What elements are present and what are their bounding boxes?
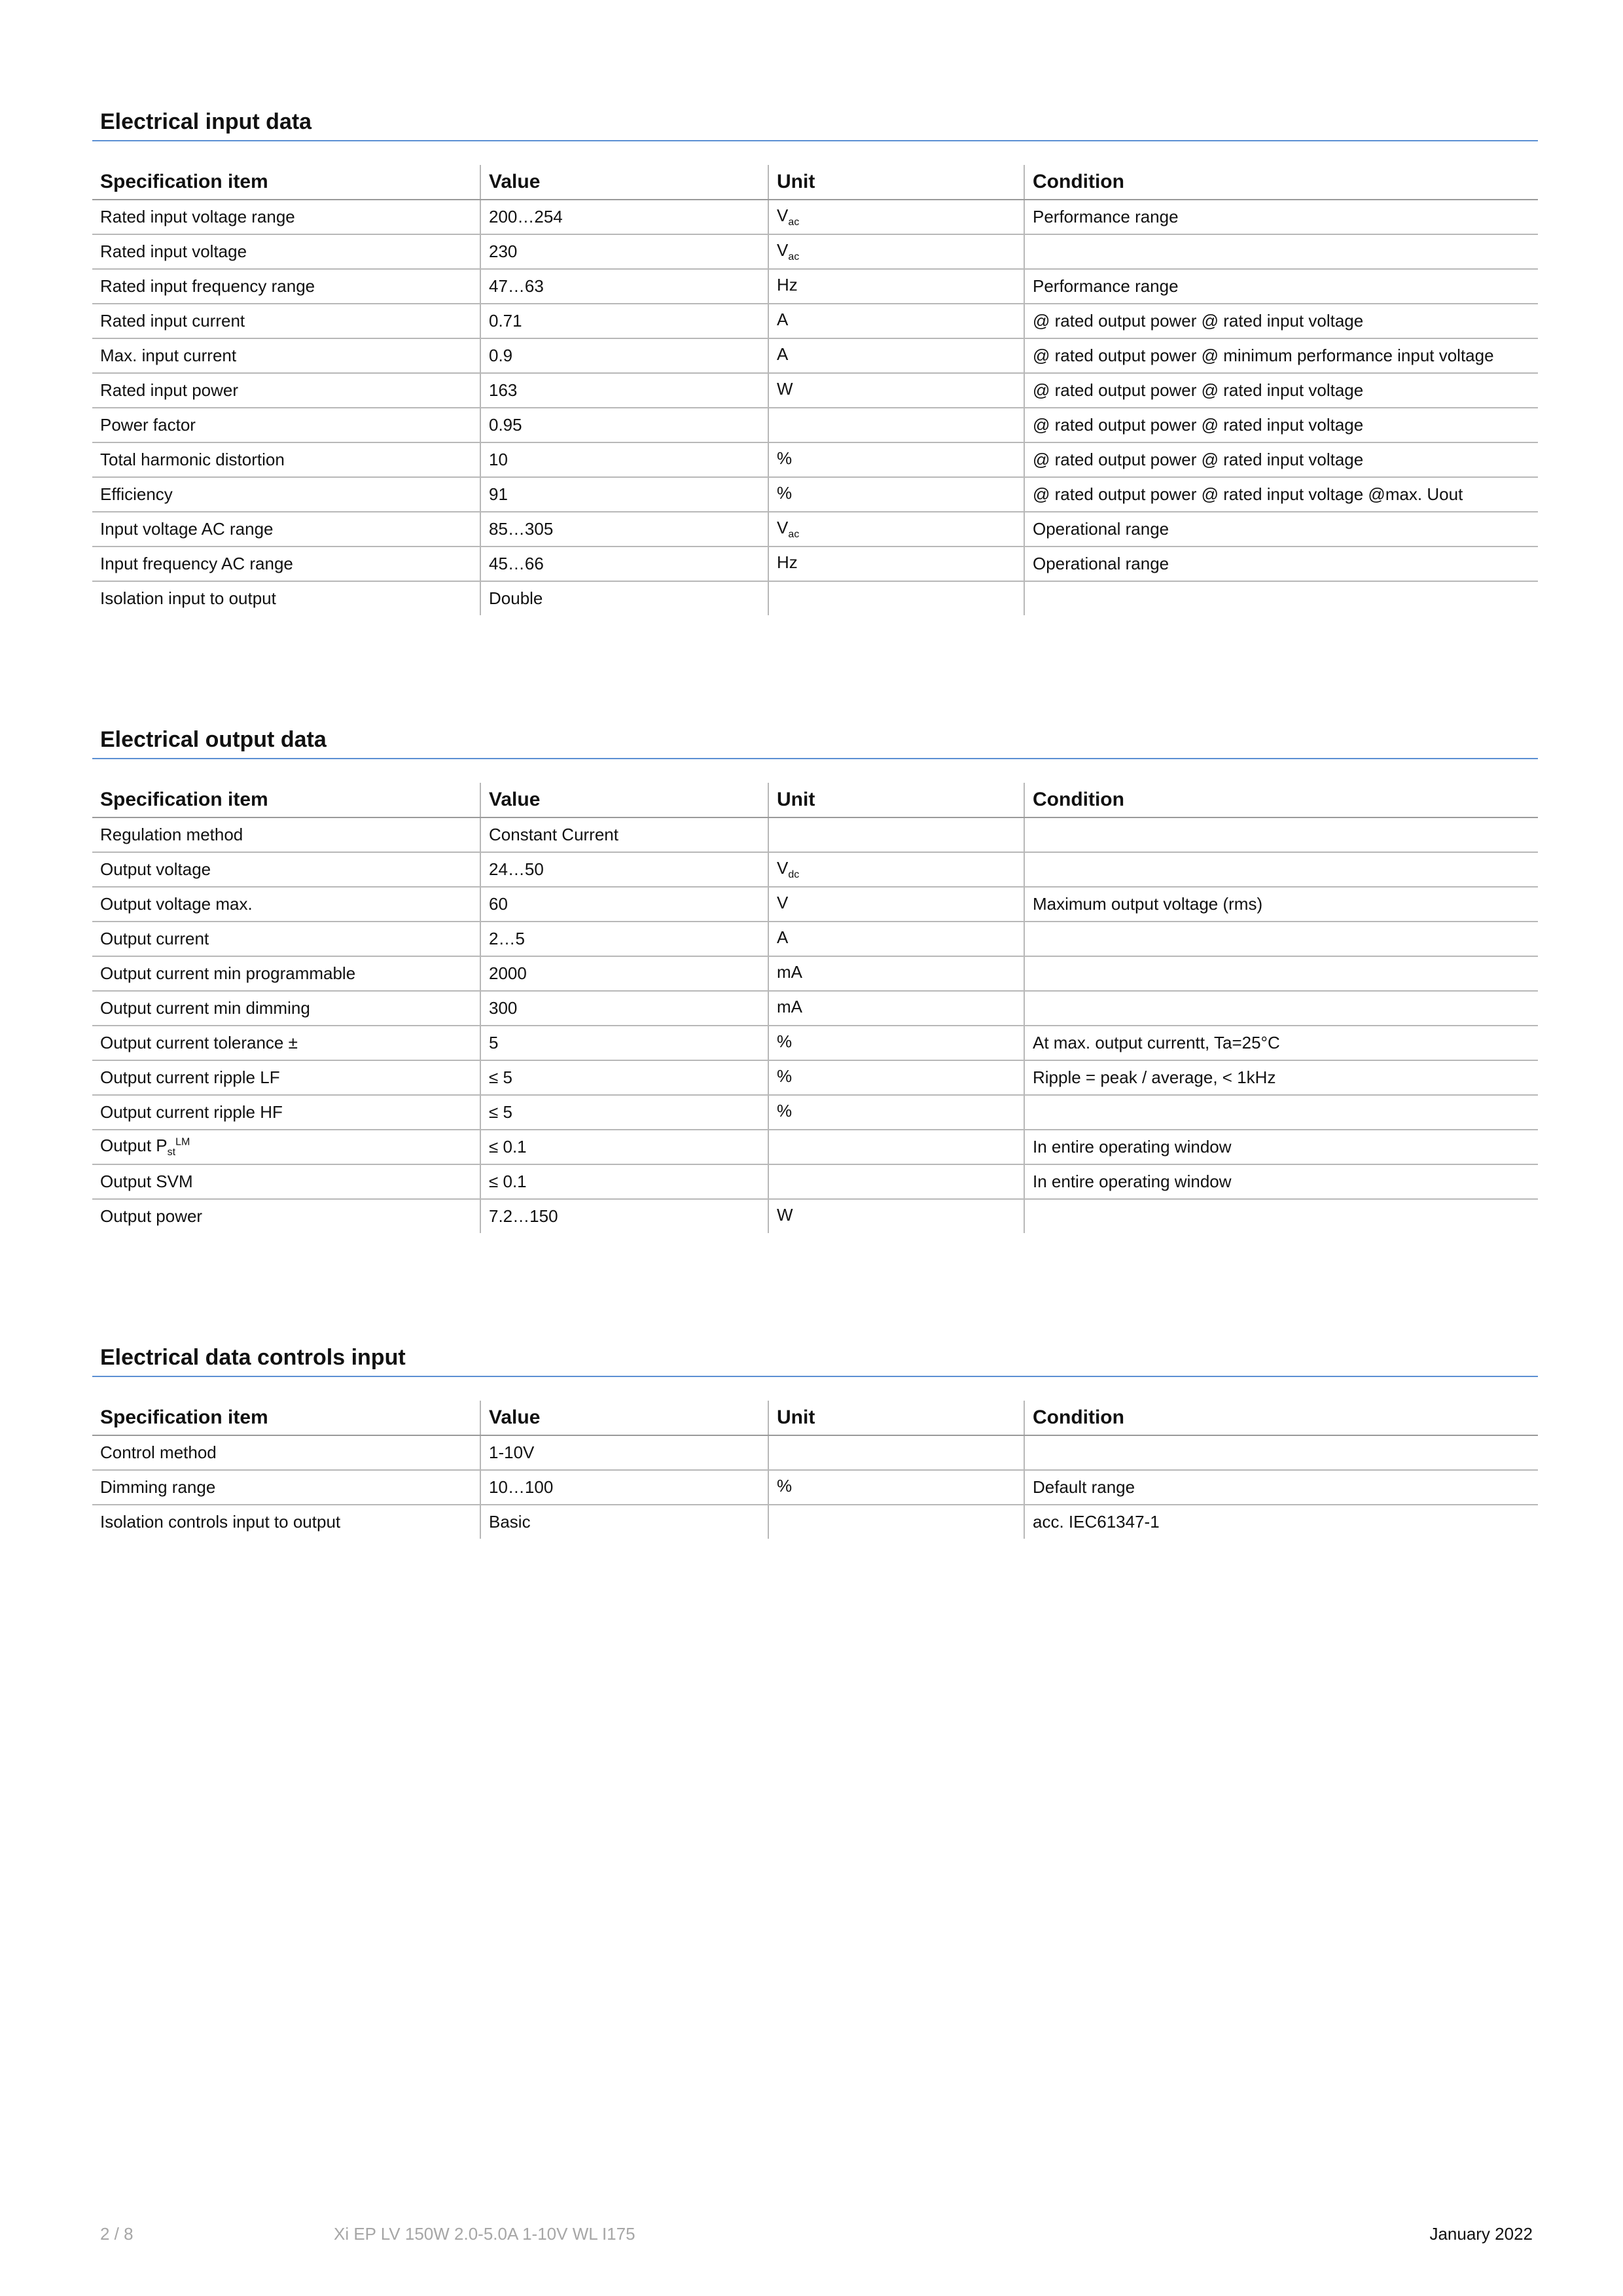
cell-item: Output current tolerance ±: [92, 1026, 480, 1060]
table-row: [92, 234, 1538, 269]
cell-unit: [768, 1505, 1024, 1539]
table-row: [92, 1505, 1538, 1539]
unit-main: mA: [777, 996, 802, 1016]
table-row: [92, 581, 1538, 615]
pst-subscript: st: [167, 1147, 176, 1158]
unit-main: W: [777, 378, 793, 399]
cell-condition: Default range: [1024, 1470, 1538, 1505]
cell-unit: [768, 547, 1024, 581]
cell-unit: [768, 338, 1024, 373]
cell-unit: [768, 922, 1024, 956]
cell-unit: [768, 1026, 1024, 1060]
cell-condition: [1024, 1095, 1538, 1130]
cell-item: Output SVM: [92, 1164, 480, 1199]
cell-item: Rated input power: [92, 373, 480, 408]
cell-unit: [768, 512, 1024, 547]
table-row: [92, 373, 1538, 408]
cell-value: 230: [480, 234, 768, 269]
cell-unit: [768, 269, 1024, 304]
cell-unit: [768, 956, 1024, 991]
cell-condition: [1024, 852, 1538, 887]
cell-unit: [768, 1435, 1024, 1470]
spec-table: [92, 165, 1538, 615]
cell-item: Isolation controls input to output: [100, 1512, 341, 1532]
unit-main: %: [777, 1031, 793, 1051]
table-row: [92, 1199, 1538, 1233]
section-divider: [92, 140, 1538, 141]
cell-unit: [768, 1199, 1024, 1233]
cell-unit: [768, 817, 1024, 852]
cell-unit: [768, 1164, 1024, 1199]
section-title: Electrical data controls input: [100, 1345, 406, 1370]
cell-condition: Performance range: [1024, 200, 1538, 234]
cell-condition: Performance range: [1024, 269, 1538, 304]
header-unit: Unit: [768, 1401, 1024, 1435]
cell-value: 24…50: [480, 852, 768, 887]
cell-condition: @ rated output power @ rated input voltage @max. Uout: [1024, 477, 1538, 512]
cell-value: ≤ 5: [480, 1095, 768, 1130]
cell-value: 10…100: [480, 1470, 768, 1505]
header-condition: Condition: [1024, 1401, 1538, 1435]
cell-unit: [768, 991, 1024, 1026]
cell-condition: [1024, 234, 1538, 269]
cell-item: [92, 1130, 480, 1164]
table-row: [92, 477, 1538, 512]
cell-item: Output current min dimming: [92, 991, 480, 1026]
cell-unit: [768, 408, 1024, 442]
unit-main: %: [777, 1100, 793, 1121]
unit-main: V: [777, 240, 789, 260]
cell-condition: [1024, 1199, 1538, 1233]
pst-main: Output P: [100, 1135, 168, 1155]
header-value: Value: [480, 1401, 768, 1435]
table-row: [92, 547, 1538, 581]
table-row: [92, 200, 1538, 234]
cell-value: 91: [480, 477, 768, 512]
cell-value: 47…63: [480, 269, 768, 304]
cell-value: ≤ 0.1: [480, 1130, 768, 1164]
cell-condition: @ rated output power @ rated input voltage: [1024, 304, 1538, 338]
cell-value: Basic: [480, 1505, 768, 1539]
cell-item: Output power: [100, 1206, 203, 1226]
cell-item: Dimming range: [92, 1470, 480, 1505]
cell-condition: [1024, 817, 1538, 852]
unit-main: %: [777, 448, 793, 468]
cell-item: Max. input current: [92, 338, 480, 373]
controls-data-section: [92, 1344, 1538, 1539]
table-row: [92, 1130, 1538, 1164]
cell-item: Regulation method: [92, 817, 480, 852]
cell-item: Power factor: [92, 408, 480, 442]
document-date: January 2022: [1429, 2224, 1533, 2244]
cell-value: 1-10V: [480, 1435, 768, 1470]
cell-condition: @ rated output power @ rated input voltage: [1024, 408, 1538, 442]
cell-value: 200…254: [480, 200, 768, 234]
table-row: [92, 1435, 1538, 1470]
cell-item: Total harmonic distortion: [92, 442, 480, 477]
cell-item: Input frequency AC range: [92, 547, 480, 581]
header-item: Specification item: [92, 783, 480, 817]
cell-item: Rated input current: [92, 304, 480, 338]
section-divider: [92, 758, 1538, 759]
header-unit: Unit: [768, 165, 1024, 200]
product-name: Xi EP LV 150W 2.0-5.0A 1-10V WL I175: [334, 2224, 635, 2244]
cell-condition: @ rated output power @ minimum performance input voltage: [1024, 338, 1538, 373]
cell-value: 7.2…150: [480, 1199, 768, 1233]
table-row: [92, 408, 1538, 442]
cell-condition: In entire operating window: [1024, 1130, 1538, 1164]
cell-condition: @ rated output power @ rated input voltage: [1024, 373, 1538, 408]
cell-item: Output current ripple HF: [92, 1095, 480, 1130]
cell-unit: [768, 304, 1024, 338]
unit-main: V: [777, 892, 789, 912]
unit-main: mA: [777, 961, 802, 982]
cell-condition: @ rated output power @ rated input voltage: [1024, 442, 1538, 477]
cell-unit: [768, 373, 1024, 408]
unit-main: %: [777, 482, 793, 503]
section-title: Electrical output data: [100, 727, 327, 752]
cell-unit: [768, 852, 1024, 887]
cell-condition: acc. IEC61347-1: [1024, 1505, 1538, 1539]
cell-condition: [1024, 956, 1538, 991]
unit-main: V: [777, 205, 789, 225]
cell-condition: Ripple = peak / average, < 1kHz: [1024, 1060, 1538, 1095]
cell-value: 300: [480, 991, 768, 1026]
cell-unit: [768, 234, 1024, 269]
header-unit: Unit: [768, 783, 1024, 817]
cell-item: Input voltage AC range: [92, 512, 480, 547]
unit-main: Hz: [777, 552, 798, 572]
cell-condition: [1024, 922, 1538, 956]
cell-condition: At max. output currentt, Ta=25°C: [1024, 1026, 1538, 1060]
cell-value: 85…305: [480, 512, 768, 547]
header-condition: Condition: [1024, 165, 1538, 200]
cell-unit: [768, 581, 1024, 615]
cell-unit: [768, 200, 1024, 234]
cell-value: 0.95: [480, 408, 768, 442]
cell-value: 45…66: [480, 547, 768, 581]
section-divider: [92, 1376, 1538, 1377]
cell-value: 5: [480, 1026, 768, 1060]
table-header-row: [92, 1401, 1538, 1435]
cell-item: Output current ripple LF: [92, 1060, 480, 1095]
unit-subscript: ac: [788, 217, 800, 228]
cell-value: 0.9: [480, 338, 768, 373]
cell-value: 60: [480, 887, 768, 922]
table-row: [92, 442, 1538, 477]
header-value: Value: [480, 165, 768, 200]
cell-item: Output voltage max.: [92, 887, 480, 922]
table-row: [92, 922, 1538, 956]
table-row: [92, 269, 1538, 304]
table-row: [92, 887, 1538, 922]
cell-unit: [768, 477, 1024, 512]
unit-main: W: [777, 1204, 793, 1225]
cell-value: 163: [480, 373, 768, 408]
cell-unit: [768, 1060, 1024, 1095]
input-data-section: [92, 109, 1538, 615]
pst-superscript: LM: [175, 1136, 190, 1148]
cell-value: ≤ 5: [480, 1060, 768, 1095]
cell-item: Control method: [92, 1435, 480, 1470]
output-data-section: [92, 726, 1538, 1233]
cell-unit: [768, 887, 1024, 922]
cell-condition: Maximum output voltage (rms): [1024, 887, 1538, 922]
spec-table: [92, 783, 1538, 1233]
cell-condition: [1024, 1435, 1538, 1470]
unit-subscript: ac: [788, 529, 800, 541]
cell-item: Isolation input to output: [100, 588, 276, 608]
table-header-row: [92, 783, 1538, 817]
cell-unit: [768, 442, 1024, 477]
table-row: [92, 1095, 1538, 1130]
section-title: Electrical input data: [100, 109, 312, 134]
cell-value: ≤ 0.1: [480, 1164, 768, 1199]
header-item: Specification item: [92, 1401, 480, 1435]
table-row: [92, 338, 1538, 373]
table-header-row: [92, 165, 1538, 200]
cell-item: Output current: [92, 922, 480, 956]
table-row: [92, 1164, 1538, 1199]
cell-item: Rated input voltage: [92, 234, 480, 269]
table-row: [92, 1026, 1538, 1060]
cell-value: Constant Current: [480, 817, 768, 852]
cell-value: Double: [480, 581, 768, 615]
cell-item: Efficiency: [92, 477, 480, 512]
header-condition: Condition: [1024, 783, 1538, 817]
cell-item: Rated input frequency range: [92, 269, 480, 304]
cell-value: 2000: [480, 956, 768, 991]
cell-item: Rated input voltage range: [92, 200, 480, 234]
table-row: [92, 852, 1538, 887]
cell-item: Output voltage: [92, 852, 480, 887]
page-number: 2 / 8: [100, 2224, 134, 2244]
unit-main: A: [777, 344, 789, 364]
cell-condition: Operational range: [1024, 547, 1538, 581]
table-row: [92, 1060, 1538, 1095]
cell-value: 0.71: [480, 304, 768, 338]
unit-main: A: [777, 309, 789, 329]
cell-condition: [1024, 991, 1538, 1026]
table-row: [92, 512, 1538, 547]
header-value: Value: [480, 783, 768, 817]
unit-main: Hz: [777, 274, 798, 295]
table-row: [92, 991, 1538, 1026]
unit-main: %: [777, 1475, 793, 1496]
unit-subscript: dc: [788, 869, 800, 881]
table-row: [92, 1470, 1538, 1505]
table-row: [92, 956, 1538, 991]
unit-subscript: ac: [788, 251, 800, 263]
cell-condition: In entire operating window: [1024, 1164, 1538, 1199]
cell-unit: [768, 1130, 1024, 1164]
cell-value: 10: [480, 442, 768, 477]
table-row: [92, 817, 1538, 852]
unit-main: V: [777, 857, 789, 878]
unit-main: A: [777, 927, 789, 947]
cell-condition: Operational range: [1024, 512, 1538, 547]
cell-value: 2…5: [480, 922, 768, 956]
cell-unit: [768, 1095, 1024, 1130]
spec-table: [92, 1401, 1538, 1539]
cell-unit: [768, 1470, 1024, 1505]
cell-condition: [1024, 581, 1538, 615]
header-item: Specification item: [92, 165, 480, 200]
cell-item: Output current min programmable: [92, 956, 480, 991]
unit-main: %: [777, 1066, 793, 1086]
unit-main: V: [777, 517, 789, 537]
table-row: [92, 304, 1538, 338]
